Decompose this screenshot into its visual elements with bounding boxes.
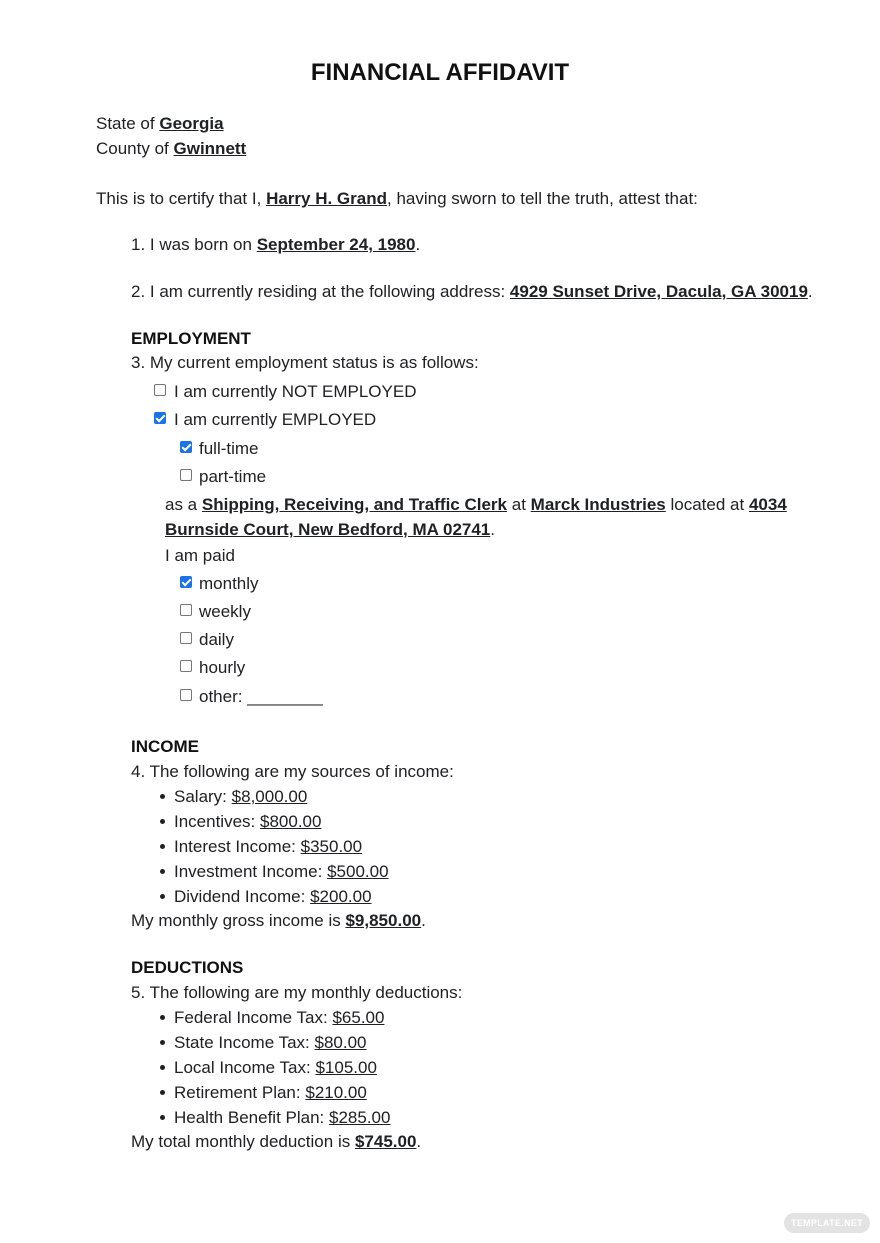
- bullet-icon: [160, 1040, 165, 1045]
- deduction-item-value: $65.00: [332, 1008, 385, 1027]
- part-time-label: part-time: [199, 467, 267, 486]
- county-value: Gwinnett: [173, 139, 247, 158]
- bullet-icon: [160, 1065, 165, 1070]
- income-total-pre: My monthly gross income is: [131, 911, 341, 930]
- certify-line: [96, 188, 698, 210]
- income-item-value: $800.00: [260, 812, 322, 831]
- deduction-item-value: $105.00: [315, 1058, 377, 1077]
- not-employed-label: I am currently NOT EMPLOYED: [174, 382, 417, 401]
- income-total-value: $9,850.00: [345, 911, 422, 930]
- deductions-heading: DEDUCTIONS: [131, 958, 244, 977]
- income-item: [174, 861, 389, 883]
- deduction-item-value: $80.00: [314, 1033, 367, 1052]
- income-item: [174, 786, 307, 808]
- bullet-icon: [160, 794, 165, 799]
- deduction-item-label: Health Benefit Plan:: [174, 1108, 325, 1127]
- pay-weekly-checkbox[interactable]: [180, 604, 192, 616]
- deduction-item: [174, 1057, 377, 1079]
- county-label: County of: [96, 139, 169, 158]
- employment-heading: EMPLOYMENT: [131, 329, 251, 348]
- deduction-item: [174, 1032, 367, 1054]
- deduction-total-pre: My total monthly deduction is: [131, 1132, 351, 1151]
- income-total-line: [131, 910, 426, 932]
- job-line-1: [165, 494, 787, 516]
- deduction-item-value: $285.00: [329, 1108, 391, 1127]
- birth-post: .: [415, 235, 421, 254]
- pay-weekly-label: weekly: [199, 602, 251, 621]
- income-item-label: Incentives:: [174, 812, 256, 831]
- state-value: Georgia: [159, 114, 224, 133]
- state-line: [96, 113, 224, 135]
- deduction-item-label: State Income Tax:: [174, 1033, 310, 1052]
- deduction-total-line: [131, 1131, 421, 1153]
- income-item-value: $8,000.00: [231, 787, 308, 806]
- job-line-2: [165, 519, 495, 541]
- income-heading: INCOME: [131, 737, 199, 756]
- deduction-item-label: Federal Income Tax:: [174, 1008, 328, 1027]
- employed-checkbox[interactable]: [154, 412, 166, 424]
- employed-label: I am currently EMPLOYED: [174, 410, 377, 429]
- full-time-checkbox[interactable]: [180, 441, 192, 453]
- deduction-item-value: $210.00: [305, 1083, 367, 1102]
- pay-monthly-checkbox[interactable]: [180, 576, 192, 588]
- income-item-value: $500.00: [327, 862, 389, 881]
- birth-date: September 24, 1980: [256, 235, 416, 254]
- pay-daily-label: daily: [199, 630, 234, 649]
- deduction-item: [174, 1007, 384, 1029]
- pay-hourly-label: hourly: [199, 658, 246, 677]
- affiant-name: Harry H. Grand: [266, 189, 387, 208]
- deduction-total-post: .: [416, 1132, 422, 1151]
- bullet-icon: [160, 819, 165, 824]
- birth-pre: 1. I was born on: [131, 235, 252, 254]
- income-item-label: Salary:: [174, 787, 227, 806]
- full-time-label: full-time: [199, 439, 259, 458]
- income-item: [174, 886, 372, 908]
- county-line: [96, 138, 246, 160]
- pay-daily-checkbox[interactable]: [180, 632, 192, 644]
- bullet-icon: [160, 1115, 165, 1120]
- bullet-icon: [160, 1015, 165, 1020]
- job-period: .: [490, 520, 495, 539]
- bullet-icon: [160, 894, 165, 899]
- employment-intro: 3. My current employment status is as follows:: [131, 353, 479, 372]
- item-birth: [131, 234, 420, 256]
- income-item-label: Investment Income:: [174, 862, 323, 881]
- watermark-badge: TEMPLATE.NET: [784, 1213, 870, 1233]
- income-item-value: $350.00: [300, 837, 363, 856]
- located-at-text: located at: [670, 495, 745, 514]
- state-label: State of: [96, 114, 155, 133]
- document-title: FINANCIAL AFFIDAVIT: [310, 59, 570, 86]
- address-post: .: [807, 282, 813, 301]
- pay-other-label: other: ________: [199, 687, 323, 706]
- income-item-value: $200.00: [310, 887, 372, 906]
- income-item: [174, 836, 362, 858]
- pay-hourly-checkbox[interactable]: [180, 660, 192, 672]
- address-pre: 2. I am currently residing at the following address:: [131, 282, 506, 301]
- as-a-text: as a: [165, 495, 198, 514]
- paid-label: I am paid: [165, 546, 235, 565]
- bullet-icon: [160, 844, 165, 849]
- deduction-item: [174, 1107, 390, 1129]
- deduction-item-label: Local Income Tax:: [174, 1058, 311, 1077]
- not-employed-checkbox[interactable]: [154, 384, 166, 396]
- at-text: at: [511, 495, 526, 514]
- pay-monthly-label: monthly: [199, 574, 259, 593]
- bullet-icon: [160, 1090, 165, 1095]
- employer-address-part1: 4034: [748, 495, 787, 514]
- income-item: [174, 811, 321, 833]
- item-address: [131, 281, 813, 303]
- deduction-total-value: $745.00: [354, 1132, 417, 1151]
- income-item-label: Interest Income:: [174, 837, 296, 856]
- pay-other-checkbox[interactable]: [180, 689, 192, 701]
- deductions-intro: 5. The following are my monthly deductions:: [131, 983, 463, 1002]
- bullet-icon: [160, 869, 165, 874]
- deduction-item: [174, 1082, 367, 1104]
- employer-name: Marck Industries: [530, 495, 666, 514]
- job-title: Shipping, Receiving, and Traffic Clerk: [201, 495, 507, 514]
- certify-pre: This is to certify that I,: [96, 189, 262, 208]
- income-total-post: .: [421, 911, 426, 930]
- part-time-checkbox[interactable]: [180, 469, 192, 481]
- employer-address-part2: Burnside Court, New Bedford, MA 02741: [165, 520, 491, 539]
- deduction-item-label: Retirement Plan:: [174, 1083, 301, 1102]
- certify-post: , having sworn to tell the truth, attest that:: [387, 189, 698, 208]
- income-item-label: Dividend Income:: [174, 887, 306, 906]
- income-intro: 4. The following are my sources of income:: [131, 762, 454, 781]
- address-value: 4929 Sunset Drive, Dacula, GA 30019: [509, 282, 808, 301]
